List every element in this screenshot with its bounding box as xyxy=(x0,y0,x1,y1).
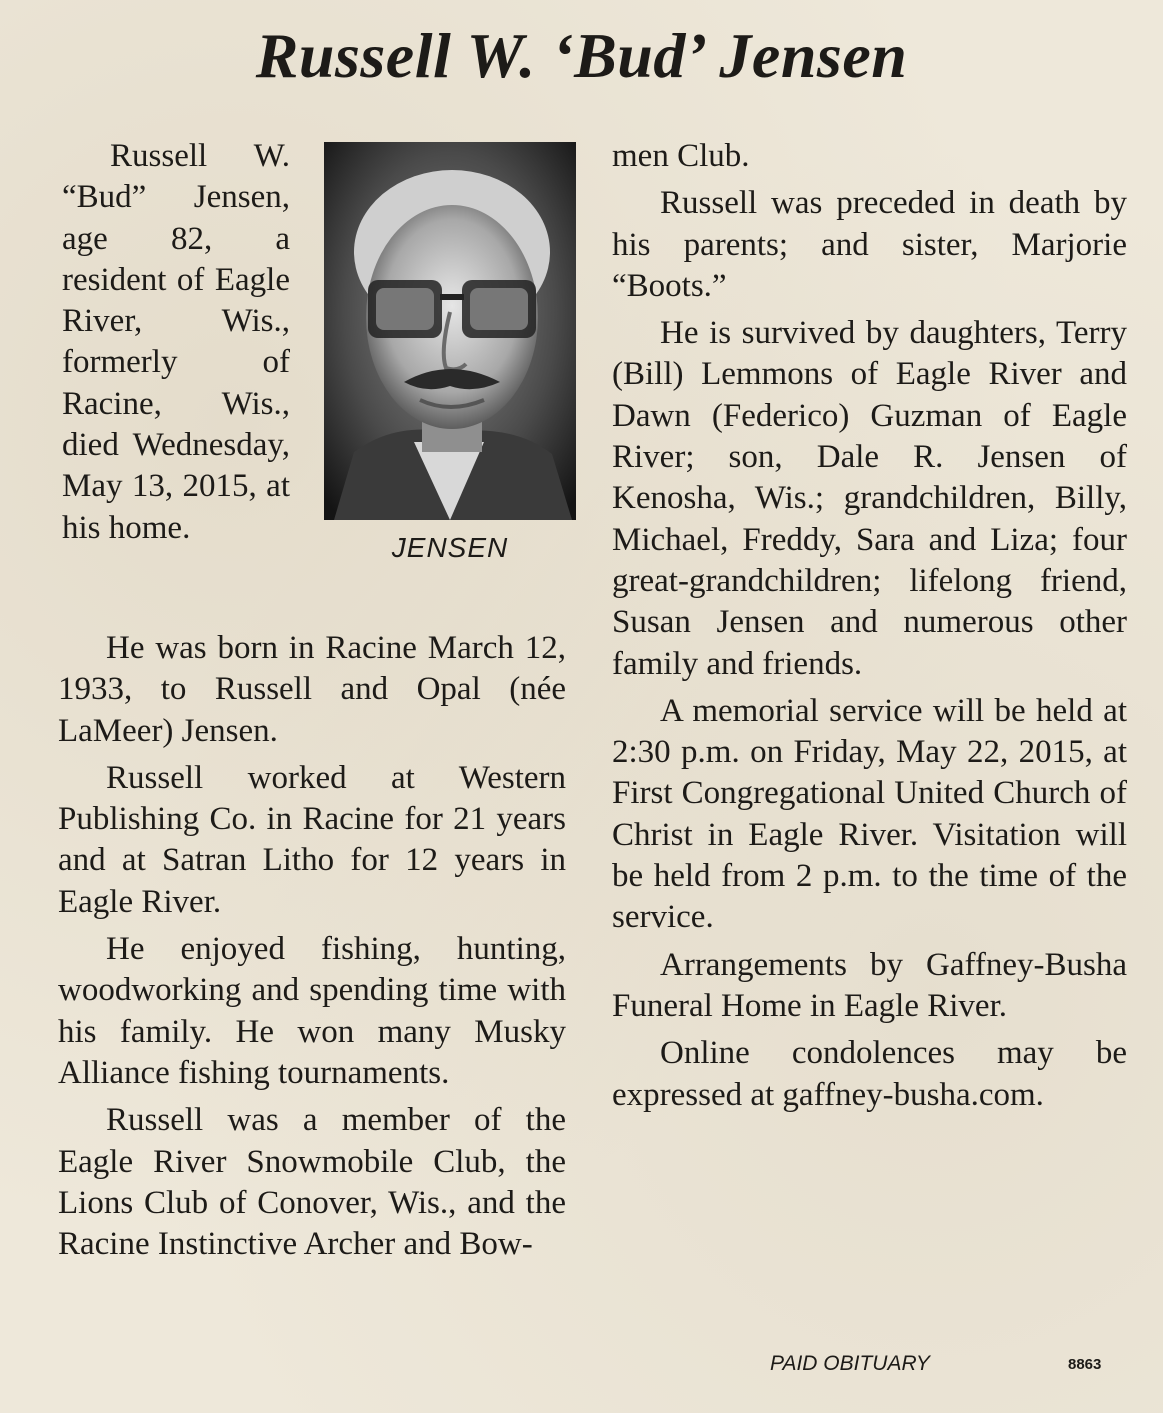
photo-caption: JENSEN xyxy=(391,532,509,563)
paragraph: Russell was a member of the Eagle River Snowmobile Club, the Lions Club of Conover, Wis., and the Racine Instinctive Archer and Bow- xyxy=(58,1102,566,1263)
portrait-photo xyxy=(324,142,576,520)
intro-paragraph: Russell W. “Bud” Jensen, age 82, a resident of Eagle River, Wis., formerly of Racine, Wis., died Wednesday, May 13, 2015, at his home. xyxy=(62,138,290,546)
paragraph: He enjoyed fishing, hunting, woodworking and spending time with his family. He won many Musky Alliance fishing tournaments. xyxy=(58,931,566,1091)
paragraph: He was born in Racine March 12, 1933, to Russell and Opal (née LaMeer) Jensen. xyxy=(58,630,566,749)
paragraph: Russell was preceded in death by his parents; and sister, Marjorie “Boots.” xyxy=(612,185,1127,304)
ad-code: 8863 xyxy=(1068,1356,1102,1373)
paragraph: A memorial service will be held at 2:30 p.m. on Friday, May 22, 2015, at First Congregational United Church of Christ in Eagle River. Visitation will be held from 2 p.m. to the time of the service. xyxy=(612,692,1127,936)
paragraph: Arrangements by Gaffney-Busha Funeral Home in Eagle River. xyxy=(612,946,1127,1024)
portrait-illustration xyxy=(324,142,576,520)
paragraph: He is survived by daughters, Terry (Bill) Lemmons of Eagle River and Dawn (Federico) Guzman of Eagle River; son, Dale R. Jensen of Kenosha, Wis.; grandchildren, Billy, Michael, Freddy, Sara and Liza; four great-grandchildren; lifelong friend, Susan Jensen and numerous other family and friends. xyxy=(612,315,1127,682)
right-column xyxy=(612,136,1127,1116)
paid-obituary-label: PAID OBITUARY xyxy=(770,1352,930,1375)
paragraph: Russell worked at Western Publishing Co. in Racine for 21 years and at Satran Litho for 12 years in Eagle River. xyxy=(58,759,566,920)
intro-column xyxy=(62,136,290,549)
paragraph: Online condolences may be expressed at gaffney-busha.com. xyxy=(612,1035,1127,1113)
paragraph: men Club. xyxy=(612,138,750,174)
left-column xyxy=(58,628,566,1265)
obituary-title: Russell W. ‘Bud’ Jensen xyxy=(255,20,908,91)
